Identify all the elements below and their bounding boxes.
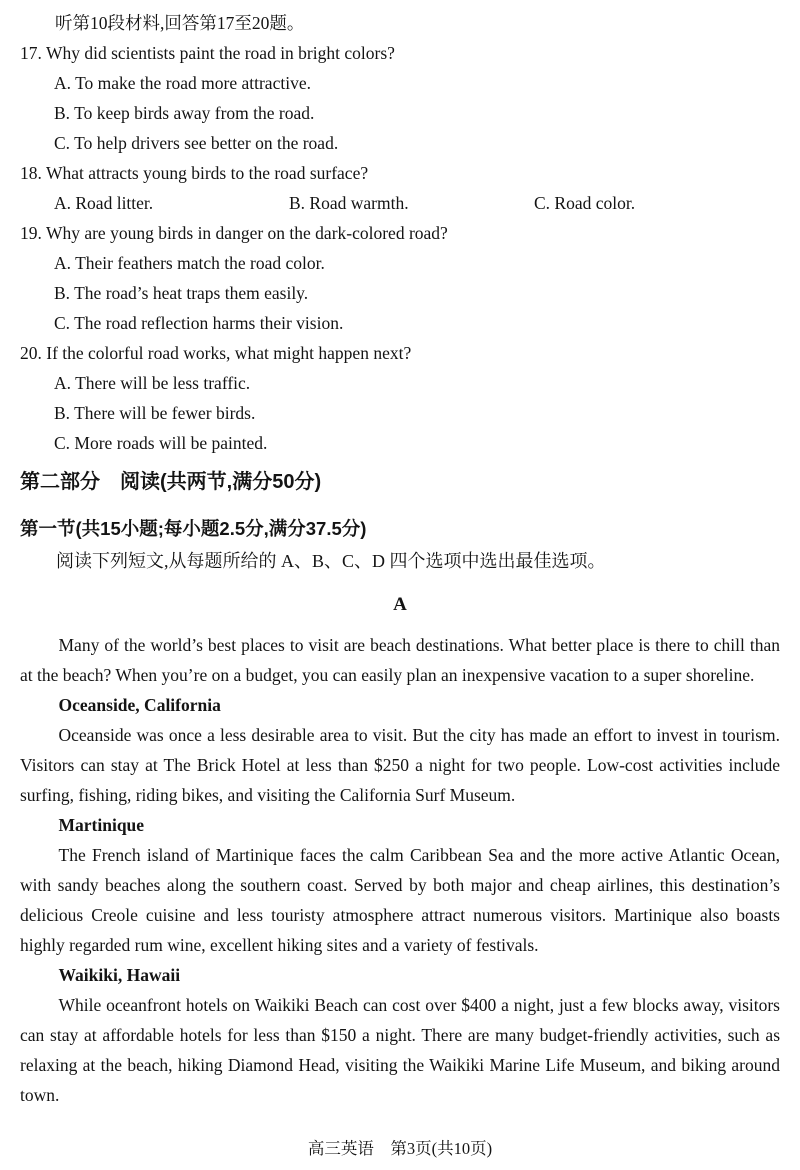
option-b: B. There will be fewer birds. xyxy=(54,403,256,423)
option-a: A. There will be less traffic. xyxy=(54,373,251,393)
question-19-stem xyxy=(20,218,780,248)
option-a: A. Road litter. xyxy=(54,193,154,213)
question-17 xyxy=(20,38,780,158)
option-a: A. To make the road more attractive. xyxy=(54,73,311,93)
listening-intro: 听第10段材料,回答第17至20题。 xyxy=(55,13,305,33)
question-number: 17. xyxy=(20,43,42,63)
option-a: A. Their feathers match the road color. xyxy=(54,253,325,273)
question-20-stem xyxy=(20,338,780,368)
passage-paragraph-waikiki: While oceanfront hotels on Waikiki Beach can cost over $400 a night, just a few blocks away, visitors can stay at affordable hotels for less than $150 a night. There are many budget-friendly activities, such as relaxing at the beach, hiking Diamond Head, visiting the Waikiki Marine Life Museum, and biking around town. xyxy=(20,995,780,1105)
passage-label: A xyxy=(393,594,407,615)
passage-subheading-oceanside: Oceanside, California xyxy=(58,695,221,715)
question-18-options xyxy=(20,188,780,218)
question-number: 19. xyxy=(20,223,42,243)
listening-section xyxy=(20,8,780,458)
option-c: C. The road reflection harms their vision. xyxy=(54,313,344,333)
question-text: Why are young birds in danger on the dark-colored road? xyxy=(45,223,448,243)
reading-section xyxy=(20,466,780,1110)
option-c: C. To help drivers see better on the road. xyxy=(54,133,339,153)
question-17-options xyxy=(20,68,780,158)
question-17-stem xyxy=(20,38,780,68)
reading-instructions: 阅读下列短文,从每题所给的 A、B、C、D 四个选项中选出最佳选项。 xyxy=(56,551,606,571)
question-20 xyxy=(20,338,780,458)
passage-subheading-waikiki: Waikiki, Hawaii xyxy=(58,965,181,985)
option-b: B. Road warmth. xyxy=(289,193,409,213)
option-c: C. Road color. xyxy=(534,193,636,213)
question-number: 20. xyxy=(20,343,42,363)
part-heading: 第二部分 阅读(共两节,满分50分) xyxy=(20,471,322,493)
passage-intro-paragraph: Many of the world’s best places to visit are beach destinations. What better place is there to chill than at the beach? When you’re on a budget, you can easily plan an inexpensive vacation to a super shoreline. xyxy=(20,635,780,685)
passage-paragraph-martinique: The French island of Martinique faces the calm Caribbean Sea and the more active Atlantic Ocean, with sandy beaches along the southern coast. Served by both major and cheap airlines, this destination’s delicious Creole cuisine and less touristy atmosphere attract numerous visitors. Martinique also boasts highly regarded rum wine, excellent hiking sites and a variety of festivals. xyxy=(20,845,780,955)
question-text: Why did scientists paint the road in bright colors? xyxy=(45,43,395,63)
page-footer: 高三英语 第3页(共10页) xyxy=(307,1139,493,1158)
option-c: C. More roads will be painted. xyxy=(54,433,268,453)
question-19-options xyxy=(20,248,780,338)
question-text: What attracts young birds to the road surface? xyxy=(45,163,369,183)
option-b: B. The road’s heat traps them easily. xyxy=(54,283,309,303)
question-18 xyxy=(20,158,780,218)
question-20-options xyxy=(20,368,780,458)
question-number: 18. xyxy=(20,163,42,183)
question-19 xyxy=(20,218,780,338)
passage-subheading-martinique: Martinique xyxy=(58,815,145,835)
option-b: B. To keep birds away from the road. xyxy=(54,103,315,123)
section-heading: 第一节(共15小题;每小题2.5分,满分37.5分) xyxy=(20,518,367,539)
question-text: If the colorful road works, what might happen next? xyxy=(46,343,412,363)
question-18-stem xyxy=(20,158,780,188)
passage-paragraph-oceanside: Oceanside was once a less desirable area to visit. But the city has made an effort to invest in tourism. Visitors can stay at The Brick Hotel at less than $250 a night for two people. Low-cost activities include surfing, fishing, riding bikes, and visiting the California Surf Museum. xyxy=(20,725,780,805)
